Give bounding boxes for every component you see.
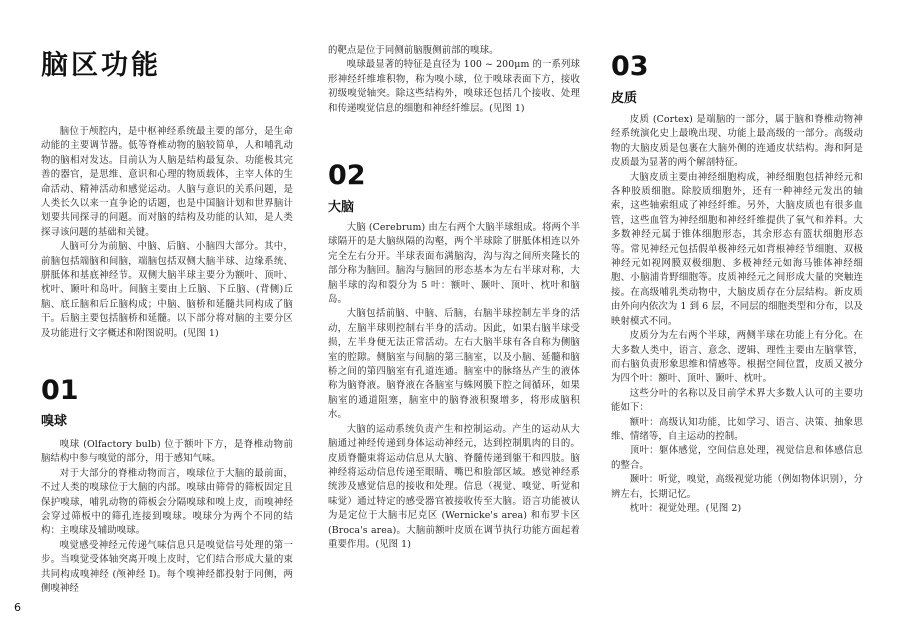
section-03-text	[611, 113, 863, 516]
page-number: 6	[14, 601, 21, 614]
section-02-title: 大脑	[328, 200, 355, 215]
section-paragraph: 顶叶：躯体感觉，空间信息处理，视觉信息和体感信息的整合。	[611, 445, 863, 471]
section-paragraph: 嗅觉感受神经元传递气味信息只是嗅觉信号处理的第一步。当嗅觉受体轴突离开嗅上皮时，它们结合形成大量的束共同构成嗅神经 (颅神经 I)。每个嗅神经都投射于同侧，两侧嗅神经	[41, 539, 293, 595]
continuation-paragraph: 的靶点是位于同侧前脑腹侧前部的嗅球。	[328, 45, 499, 56]
section-paragraph: 这些分叶的名称以及目前学术界大多数人认可的主要功能如下：	[611, 387, 863, 414]
section-paragraph: 对于大部分的脊椎动物而言，嗅球位于大脑的最前面，不过人类的嗅球位于大脑的内部。嗅球由筛骨的筛板固定且保护嗅球，哺乳动物的筛板会分隔嗅球和嗅上皮，而嗅神经会穿过筛板中的筛孔连接到嗅球。嗅球分为两个不同的结构：主嗅球及辅助嗅球。	[41, 467, 293, 537]
intro-text	[41, 125, 293, 341]
section-paragraph: 皮质分为左右两个半球，两侧半球在功能上有分化。在大多数人类中，语言、意念、逻辑、理性主要由左脑掌管，而右脑负责形象思维和情感等。根据空间位置，皮质又被分为四个叶：额叶、顶叶、颞叶、枕叶。	[611, 330, 863, 385]
section-paragraph: 大脑皮质主要由神经细胞构成，神经细胞包括神经元和各种胶质细胞。除胶质细胞外，还有一种神经元发出的轴索，这些轴索组成了神经纤维。另外，大脑皮质也有很多血管，这些血管为神经细胞和神经纤维提供了氧气和养料。大多数神经元属于锥体细胞形态，其余形态有篮状细胞形态等。常见神经元包括假单极神经元如背根神经节细胞、双极神经元如视网膜双极细胞、多极神经元如海马锥体神经细胞、小脑浦肯野细胞等。皮质神经元之间形成大量的突触连接。在高级哺乳类动物中，大脑皮质存在分层结构。新皮质由外向内依次为 1 到 6 层，不同层的细胞类型和分布，以及映射模式不同。	[611, 171, 863, 327]
section-01-number: 01	[41, 375, 79, 406]
section-02-number: 02	[328, 160, 366, 191]
section-01-text	[41, 438, 293, 596]
intro-paragraph: 脑位于颅腔内，是中枢神经系统最主要的部分，是生命动能的主要调节器。低等脊椎动物的脑较简单，人和哺乳动物的脑相对发达。目前认为人脑是结构最复杂、功能极其完善的器官，是思维、意识和心理的物质载体，主宰人体的生命活动、精神活动和感觉运动。人脑与意识的关系问题，是人类长久以来一直争论的话题，也是中国脑计划和世界脑计划要共同探寻的问题。而对脑的结构及功能的认知，是人类探寻该问题的基础和关键。	[41, 126, 293, 238]
section-paragraph: 枕叶：视觉处理。(见图 2)	[629, 502, 742, 514]
section-paragraph: 额叶：高级认知功能，比如学习、语言、决策、抽象思维、情绪等，自主运动的控制。	[611, 416, 863, 442]
section-paragraph: 大脑 (Cerebrum) 由左右两个大脑半球组成。将两个半球隔开的是大脑纵隔的沟壑，两个半球除了胼胝体相连以外完全左右分开。半球表面布满脑沟，沟与沟之间所夹隆长的部分称为脑回。脑沟与脑回的形态基本为左右半球对称，大脑半球的沟和裂分为 5 叶：额叶、颞叶、顶叶、枕叶和脑岛。	[328, 222, 580, 306]
section-01-title: 嗅球	[41, 414, 68, 429]
section-paragraph: 颞叶：听觉，嗅觉，高级视觉功能（例如物体识别），分辨左右，长期记忆。	[611, 474, 863, 500]
section-02-text	[328, 221, 580, 552]
section-paragraph: 大脑包括前脑、中脑、后脑，右脑半球控制左半身的活动，左脑半球则控制右半身的活动。因此，如果右脑半球受损，左半身便无法正常活动。左右大脑半球有各自称为侧脑室的腔隙。侧脑室与间脑的第三脑室，以及小脑、延髓和脑桥之间的第四脑室有孔道连通。脑室中的脉络丛产生的液体称为脑脊液。脑脊液在各脑室与蛛网膜下腔之间循环，如果脑室的通道阻塞，脑室中的脑脊液积聚增多，将形成脑积水。	[328, 308, 580, 421]
section-paragraph: 嗅球 (Olfactory bulb) 位于额叶下方，是脊椎动物前脑结构中参与嗅觉的部分，用于感知气味。	[41, 439, 293, 465]
continuation-paragraph: 嗅球最显著的特征是直径为 100 ~ 200μm 的一系列球形神经纤维堆积物，称为嗅小球，位于嗅球表面下方，接收初级嗅觉轴突。除这些结构外，嗅球还包括几个接收、处理和传递嗅觉信息的细胞和神经纤维层。(见图 1)	[328, 59, 580, 114]
intro-paragraph: 人脑可分为前脑、中脑、后脑、小脑四大部分。其中，前脑包括端脑和间脑，端脑包括双侧大脑半球、边缘系统、胼胝体和基底神经节。双侧大脑半球主要分为额叶、顶叶、枕叶、颞叶和岛叶。间脑主要由上丘脑、下丘脑、(背侧)丘脑、底丘脑和后丘脑构成；中脑、脑桥和延髓共同构成了脑干。后脑主要包括脑桥和延髓。以下部分将对脑的主要分区及功能进行文字概述和附图说明。(见图 1)	[41, 241, 293, 339]
page-title: 脑区功能	[41, 50, 161, 81]
section-03-number: 03	[611, 51, 649, 82]
olfactory-continuation-text	[328, 44, 580, 116]
section-03-title: 皮质	[611, 91, 638, 106]
section-paragraph: 大脑的运动系统负责产生和控制运动。产生的运动从大脑通过神经传递到身体运动神经元，达到控制肌肉的目的。皮质脊髓束将运动信息从大脑、脊髓传递到躯干和四肢。脑神经将运动信息传递至眼睛、嘴巴和脸部区域。感觉神经系统涉及感觉信息的接收和处理。信息（视觉、嗅觉、听觉和味觉）通过特定的感受器官被接收传至大脑。语言功能被认为是定位于大脑韦尼克区 (Wernicke's area) 和布罗卡区 (Broca's area)。大脑前额叶皮质在调节执行功能方面起着重要作用。(见图 1)	[328, 423, 580, 550]
section-paragraph: 皮质 (Cortex) 是端脑的一部分，属于脑和脊椎动物神经系统演化史上最晚出现、功能上最高级的一部分。高级动物的大脑皮质是包裹在大脑外侧的连通皮状结构。海和阿是皮质最为显著的两个解剖特征。	[611, 114, 863, 169]
